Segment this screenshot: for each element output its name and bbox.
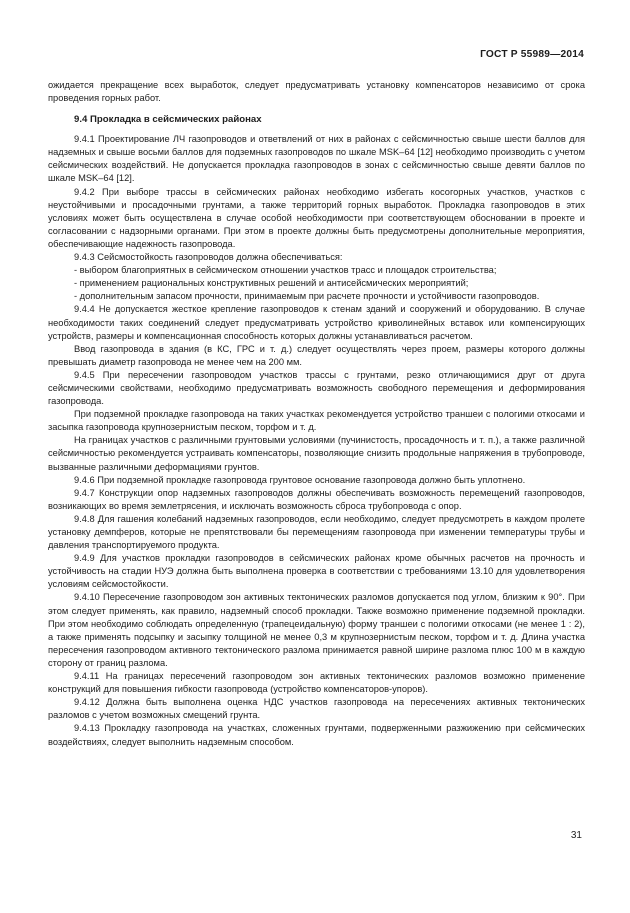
paragraph-9-4-7: 9.4.7 Конструкции опор надземных газопроводов должны обеспечивать возможность перемещений газопроводов, возникающих во время землетрясения, и исключать возможность сброса трубопровода с опор.	[48, 487, 585, 511]
paragraph-trench: При подземной прокладке газопровода на таких участках рекомендуется устройство траншеи с пологими откосами и засыпка газопровода крупнозернистым песком, торфом и т. д.	[48, 409, 585, 433]
paragraph-9-4-10: 9.4.10 Пересечение газопроводом зон активных тектонических разломов допускается под углом, близким к 90°. При этом следует применять, как правило, надземный способ прокладки. Также возможно применение подземной прокладки. При этом необходимо соблюдать определенную (трапецеидальную) форму траншеи с пологими откосами (не менее 1 : 2), а также применять подсыпку и засыпку толщиной не менее 0,3 м крупнозернистым песком, торфом и т. д. Длина участка пересечения газопроводом активного тектонического разлома принимается равной ширине разлома плюс 100 м в каждую сторону от границ разлома.	[48, 592, 585, 668]
page-content	[48, 79, 585, 749]
paragraph-9-4-5: 9.4.5 При пересечении газопроводом участков трассы с грунтами, резко отличающимися друг от друга сейсмическими свойствами, необходимо предусматривать возможность свободного перемещения и деформирования газопровода.	[48, 369, 585, 407]
paragraph-9-4-12: 9.4.12 Должна быть выполнена оценка НДС участков газопровода на пересечениях активных тектонических разломов с учетом возможных смещений грунта.	[48, 697, 585, 721]
paragraph-9-4-1: 9.4.1 Проектирование ЛЧ газопроводов и ответвлений от них в районах с сейсмичностью свыше шести баллов для надземных и свыше восьми баллов для подземных газопроводов по шкале MSK–64 [12] необходимо производить с учетом сейсмических воздействий. Не допускается прокладка газопроводов в зонах с сейсмичностью свыше девяти баллов по шкале MSK–64 [12].	[48, 134, 585, 184]
paragraph-9-4-13: 9.4.13 Прокладку газопровода на участках, сложенных грунтами, подверженными разжижению при сейсмических воздействиях, следует выполнить надземным способом.	[48, 723, 585, 747]
list-item: - выбором благоприятных в сейсмическом отношении участков трасс и площадок строительства;	[74, 265, 497, 276]
paragraph-9-4-11: 9.4.11 На границах пересечений газопроводом зон активных тектонических разломов возможно применение конструкций для повышения гибкости газопровода (устройство компенсаторов-упоров).	[48, 671, 585, 695]
intro-paragraph: ожидается прекращение всех выработок, следует предусматривать установку компенсаторов независимо от срока проведения горных работ.	[48, 80, 585, 104]
list-item: - применением рациональных конструктивных решений и антисейсмических мероприятий;	[74, 278, 469, 289]
paragraph-9-4-2: 9.4.2 При выборе трассы в сейсмических районах необходимо избегать косогорных участков, участков с неустойчивыми и просадочными грунтами, а также территорий горных выработок. Прокладка газопроводов в этих условиях может быть осуществлена в случае особой необходимости при соответствующем обосновании в проекте и согласовании с надзорными органами. При этом в проекте должны быть предусмотрены дополнительные мероприятия, обеспечивающие надежность газопровода.	[48, 186, 585, 249]
standard-header: ГОСТ Р 55989—2014	[480, 49, 584, 60]
paragraph-compensators: На границах участков с различными грунтовыми условиями (пучинистость, просадочность и т. п.), а также различной сейсмичностью рекомендуется устраивать компенсаторы, позволяющие снизить продольные напряжения в трубопроводе, вызванные различными деформациями грунтов.	[48, 435, 585, 472]
section-title: 9.4 Прокладка в сейсмических районах	[74, 114, 262, 126]
list-item: - дополнительным запасом прочности, принимаемым при расчете прочности и устойчивости газопроводов.	[74, 291, 540, 302]
paragraph-input: Ввод газопровода в здания (в КС, ГРС и т. д.) следует осуществлять через проем, размеры которого должны превышать диаметр газопровода не менее чем на 200 мм.	[48, 343, 585, 367]
paragraph-9-4-4: 9.4.4 Не допускается жесткое крепление газопроводов к стенам зданий и сооружений и оборудованию. В случае необходимости таких соединений следует предусматривать устройство криволинейных вставок или компенсирующих устройств, размеры и компенсационная способность которых должны устанавливаться расчетом.	[48, 304, 585, 341]
paragraph-9-4-8: 9.4.8 Для гашения колебаний надземных газопроводов, если необходимо, следует предусмотреть в каждом пролете установку демпферов, которые не препятствовали бы перемещениям газопровода при изменении температуры трубы и давления транспортируемого продукта.	[48, 513, 585, 551]
paragraph-9-4-6: 9.4.6 При подземной прокладке газопровода грунтовое основание газопровода должно быть уплотнено.	[74, 474, 526, 485]
paragraph-9-4-3: 9.4.3 Сейсмостойкость газопроводов должна обеспечиваться:	[74, 252, 343, 263]
paragraph-9-4-9: 9.4.9 Для участков прокладки газопроводов в сейсмических районах кроме обычных расчетов на прочность и устойчивость на стадии НУЭ должна быть выполнена проверка в соответствии с требованиями 13.10 для удовлетворения условиям сейсмостойкости.	[48, 553, 585, 590]
page-number: 31	[570, 830, 582, 841]
